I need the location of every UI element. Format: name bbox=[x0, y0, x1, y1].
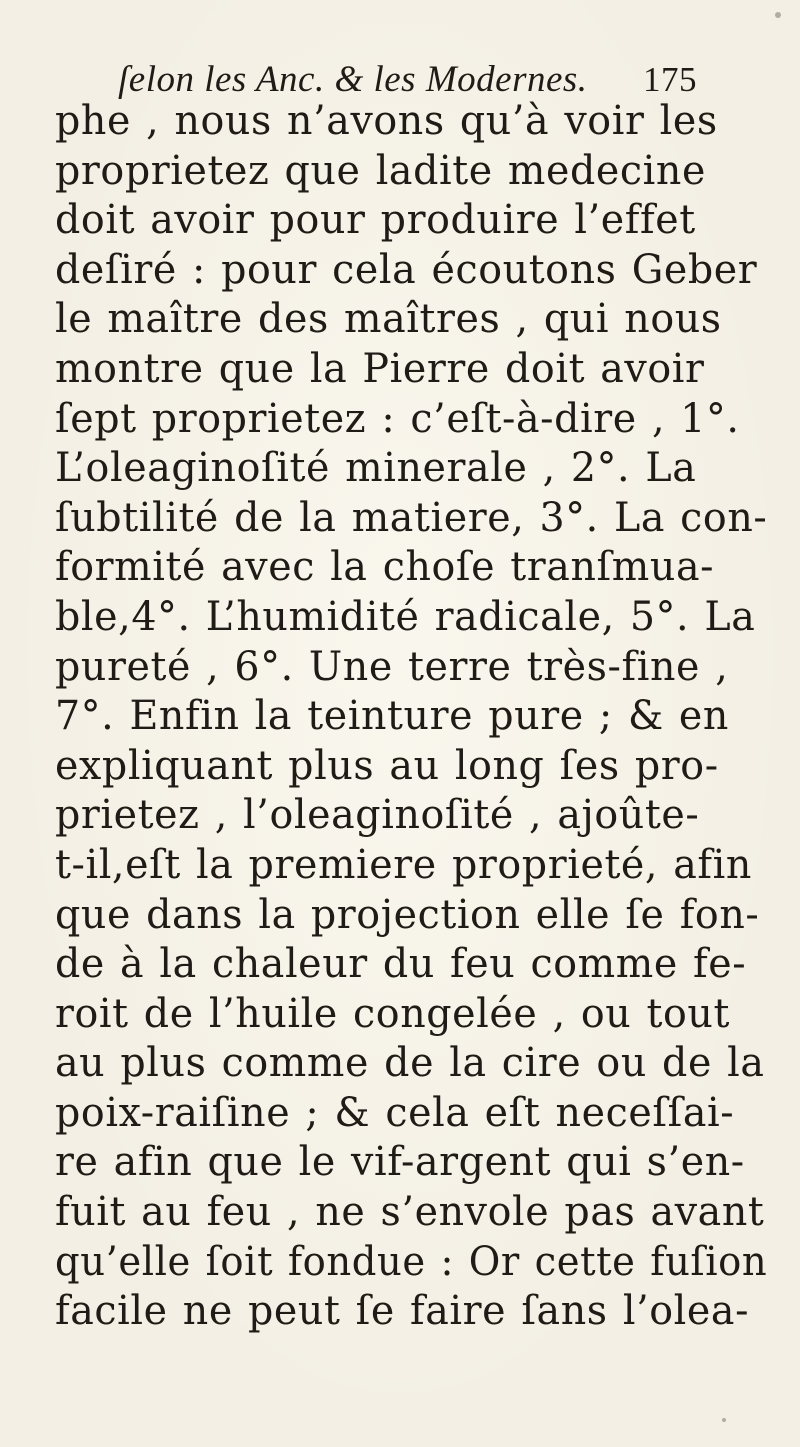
text-line: deſiré : pour cela écoutons Geber bbox=[55, 246, 758, 293]
text-line: poix-raiſine ; & cela eſt neceſſai- bbox=[55, 1089, 735, 1136]
text-line: L’oleaginoſité minerale , 2°. La bbox=[55, 445, 697, 492]
text-line: 7°. Enfin la teinture pure ; & en bbox=[55, 693, 729, 740]
text-line: que dans la projection elle ſe fon- bbox=[55, 891, 760, 938]
text-line: ble,4°. L’humidité radicale, 5°. La bbox=[55, 593, 756, 640]
text-line: expliquant plus au long ſes pro- bbox=[55, 742, 719, 789]
text-line: doit avoir pour produire l’effet bbox=[55, 197, 696, 244]
text-line: au plus comme de la cire ou de la bbox=[55, 1040, 765, 1087]
text-line: facile ne peut ſe faire ſans l’olea- bbox=[55, 1288, 750, 1335]
text-line: montre que la Pierre doit avoir bbox=[55, 345, 705, 392]
text-line: pureté , 6°. Une terre très-fine , bbox=[55, 643, 729, 690]
text-line: le maître des maîtres , qui nous bbox=[55, 296, 722, 343]
running-title: ſelon les Anc. & les Modernes. bbox=[118, 59, 588, 100]
text-line: prietez , l’oleaginoſité , ajoûte- bbox=[55, 792, 700, 839]
text-line: ſubtilité de la matiere, 3°. La con- bbox=[55, 494, 768, 541]
body-text bbox=[55, 97, 775, 1337]
paper-speck bbox=[775, 12, 781, 18]
text-line: formité avec la choſe tranſmua- bbox=[55, 544, 715, 591]
text-line: re afin que le vif-argent qui s’en- bbox=[55, 1139, 745, 1186]
text-line: proprietez que ladite medecine bbox=[55, 147, 706, 194]
text-line: roit de l’huile congelée , ou tout bbox=[55, 990, 730, 1037]
paper-speck bbox=[722, 1418, 726, 1422]
text-line: fuit au feu , ne s’envole pas avant bbox=[55, 1189, 765, 1236]
text-line: t-il,eſt la premiere proprieté, afin bbox=[55, 841, 752, 888]
text-line: ſept proprietez : c’eſt-à-dire , 1°. bbox=[55, 395, 740, 442]
page-number: 175 bbox=[643, 60, 697, 99]
text-line: qu’elle ſoit fondue : Or cette fuſion bbox=[55, 1238, 768, 1285]
text-line: de à la chaleur du feu comme fe- bbox=[55, 941, 747, 988]
text-line: phe , nous n’avons qu’à voir les bbox=[55, 98, 718, 144]
